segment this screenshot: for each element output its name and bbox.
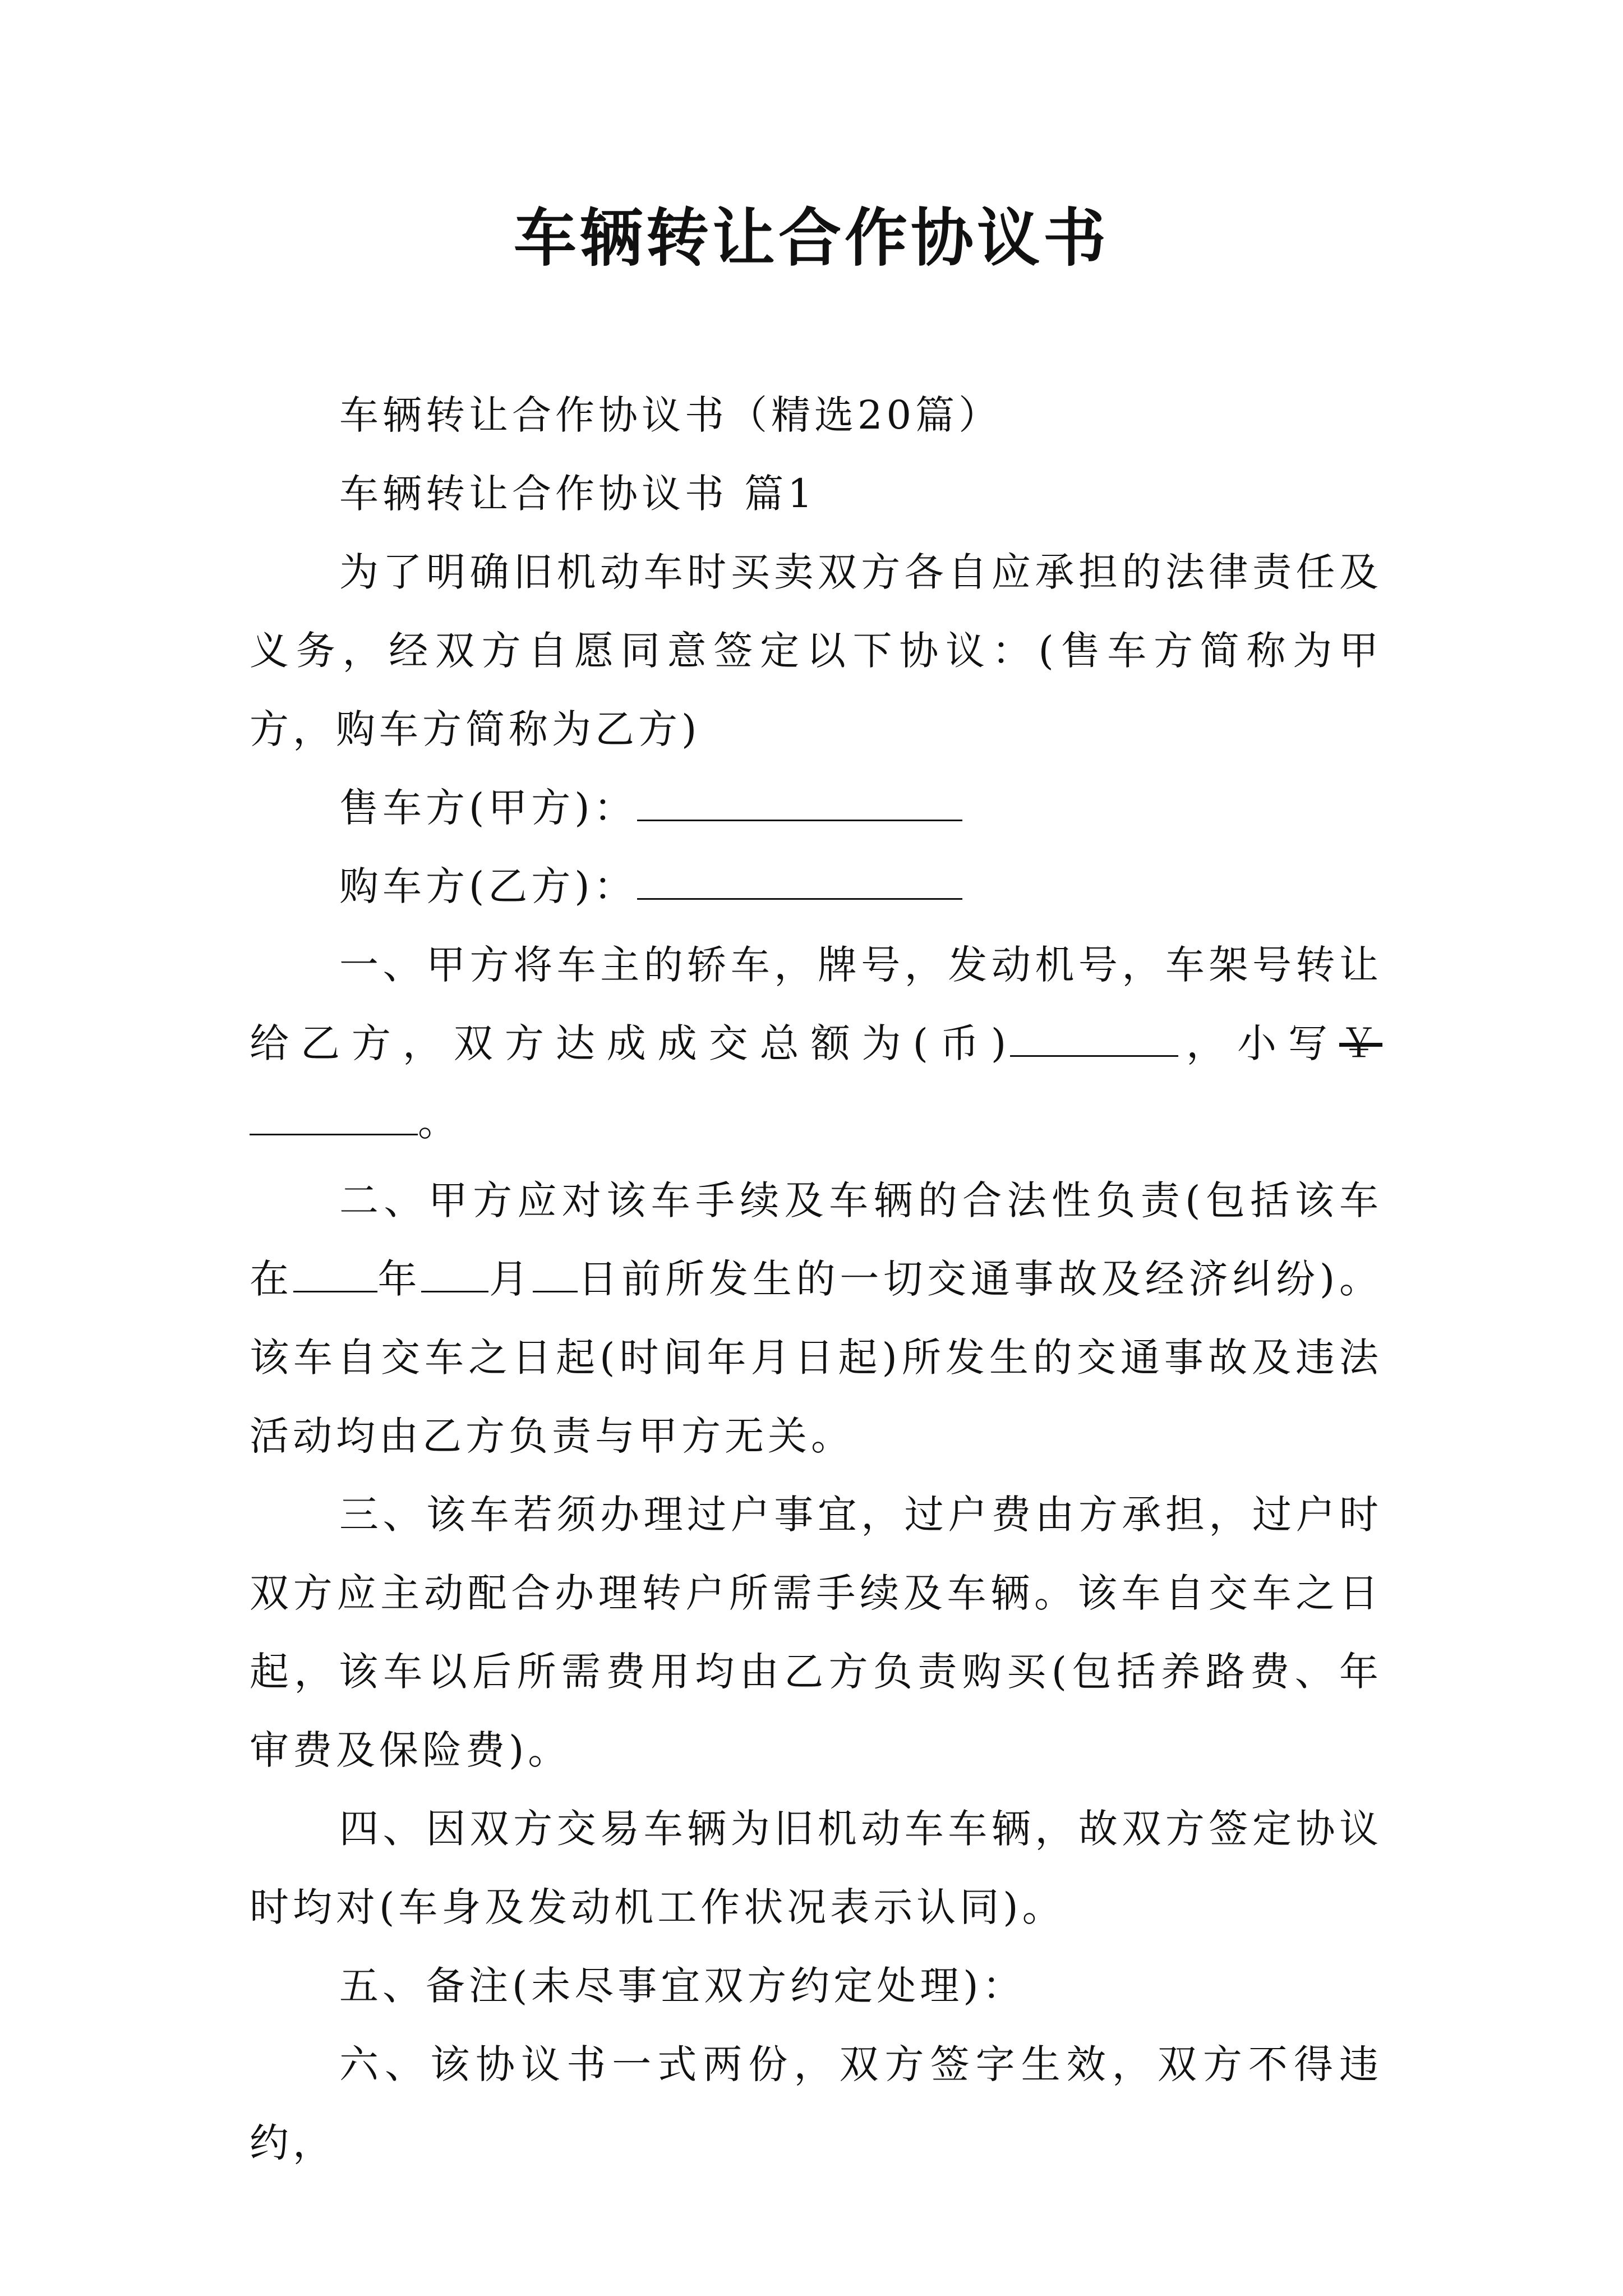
amount-lowercase-blank	[250, 1096, 418, 1135]
clause-1-text-c: 。	[418, 1099, 461, 1145]
seller-blank	[637, 781, 962, 821]
clause-2-text-b: 日前所发生的一切交通事故及经济纠纷)。该车自交车之日起(时间年月日起)所发生的交通事故及违法活动均由乙方负责与甲方无关。	[250, 1256, 1383, 1459]
yen-symbol: ￥	[1339, 1020, 1382, 1066]
clause-4: 四、因双方交易车辆为旧机动车车辆，故双方签定协议时均对(车身及发动机工作状况表示认同)。	[250, 1806, 1382, 1930]
clause-2	[250, 1161, 1382, 1475]
seller-line	[250, 769, 1382, 847]
seller-label: 售车方(甲方)：	[339, 785, 637, 831]
clause-2-month: 月	[488, 1256, 533, 1302]
buyer-line	[250, 847, 1382, 926]
document-title: 车辆转让合作协议书	[514, 202, 1109, 275]
buyer-label: 购车方(乙方)：	[339, 863, 637, 909]
document-body	[250, 376, 1382, 2182]
clause-1-text-b: ，小写	[1178, 1020, 1339, 1066]
year-blank	[293, 1253, 377, 1292]
buyer-blank	[637, 860, 962, 900]
month-blank	[421, 1253, 488, 1292]
clause-3: 三、该车若须办理过户事宜，过户费由方承担，过户时双方应主动配合办理转户所需手续及车辆。该车自交车之日起，该车以后所需费用均由乙方负责购买(包括养路费、年审费及保险费)。	[250, 1492, 1382, 1773]
subtitle: 车辆转让合作协议书（精选20篇）	[339, 392, 1002, 438]
clause-6: 六、该协议书一式两份，双方签字生效，双方不得违约，	[250, 2041, 1382, 2166]
clause-5: 五、备注(未尽事宜双方约定处理)：	[339, 1963, 1026, 2009]
clause-1	[250, 926, 1382, 1161]
clause-2-year: 年	[377, 1256, 422, 1302]
chapter-heading: 车辆转让合作协议书 篇1	[339, 471, 817, 517]
clause-1-text-a: 一、甲方将车主的轿车，牌号，发动机号，车架号转让给乙方，双方达成成交总额为(币)	[250, 942, 1382, 1066]
intro-paragraph: 为了明确旧机动车时买卖双方各自应承担的法律责任及义务，经双方自愿同意签定以下协议：(售车方简称为甲方，购车方简称为乙方)	[250, 549, 1382, 752]
amount-blank	[1010, 1017, 1178, 1057]
day-blank	[533, 1253, 578, 1292]
clause-2-text-a: 二、甲方应对该车手续及车辆的合法性负责(包括该车在	[250, 1177, 1382, 1302]
